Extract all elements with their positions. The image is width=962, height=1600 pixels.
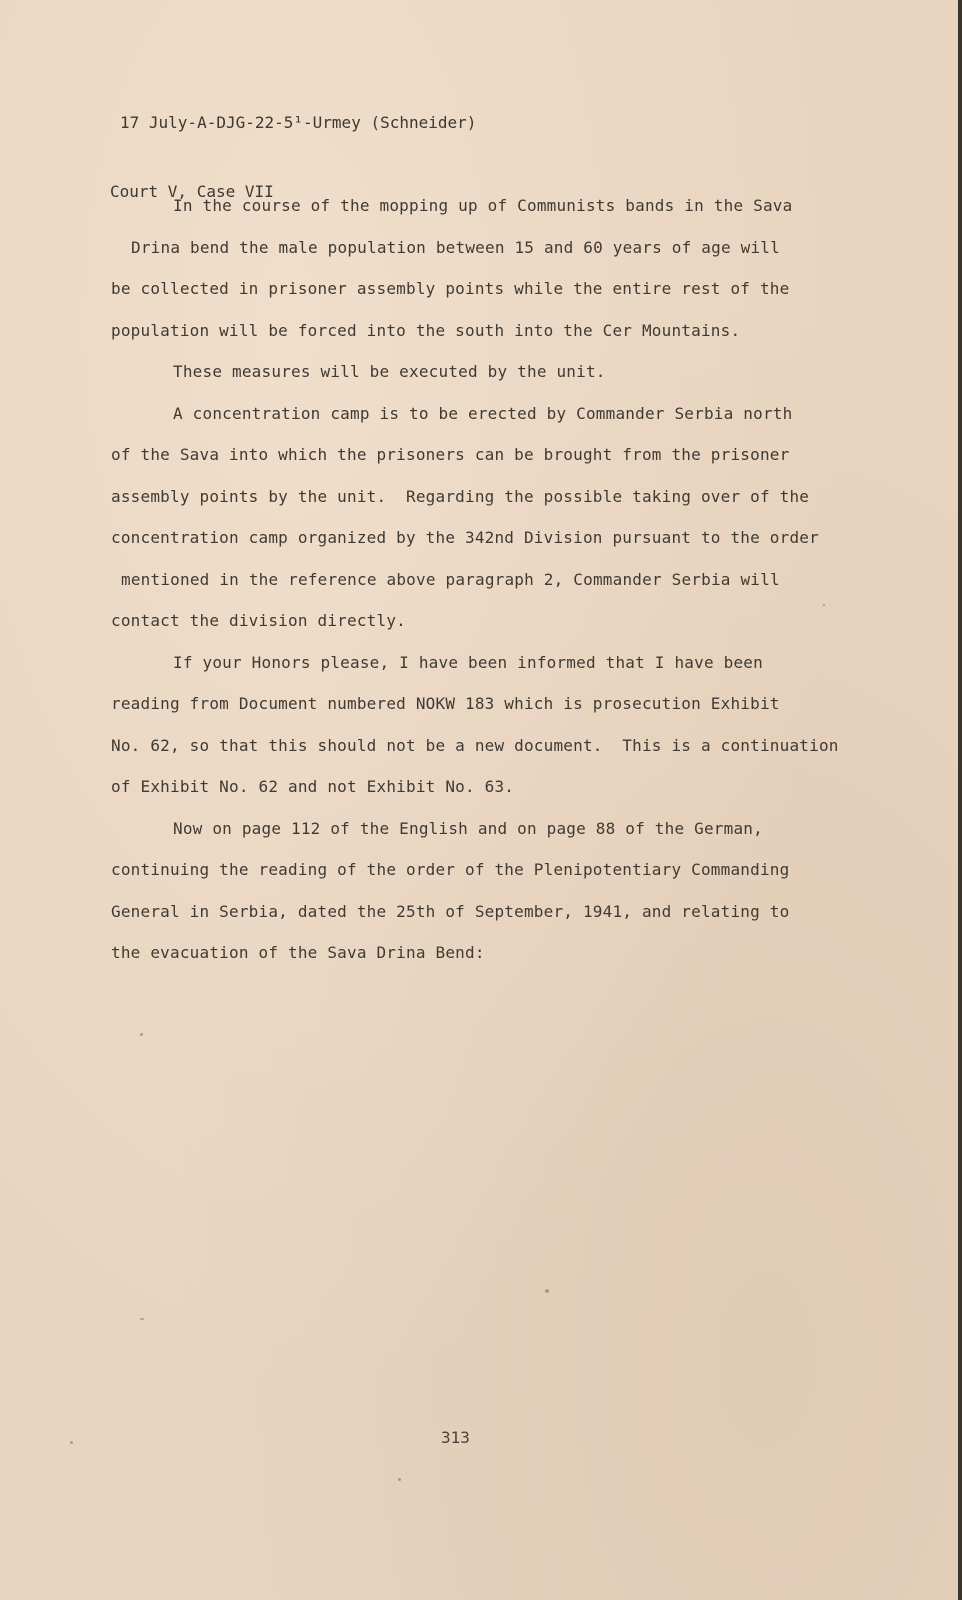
- paper-speck: [140, 1318, 144, 1320]
- paper-speck: [545, 1289, 549, 1293]
- transcript-body: [111, 185, 901, 974]
- transcript-line: Drina bend the male population between 15 and 60 years of age will: [131, 237, 780, 257]
- transcript-line: assembly points by the unit. Regarding the possible taking over of the: [111, 486, 810, 506]
- header-reference-line: 17 July-A-DJG-22-5¹-Urmey (Schneider): [120, 113, 477, 132]
- paper-speck: [70, 1441, 73, 1444]
- transcript-line: If your Honors please, I have been informed that I have been: [173, 652, 763, 672]
- transcript-line: General in Serbia, dated the 25th of September, 1941, and relating to: [111, 901, 790, 921]
- paper-speck: [140, 1033, 143, 1036]
- transcript-line: contact the division directly.: [111, 611, 406, 630]
- transcript-line: Now on page 112 of the English and on page 88 of the German,: [173, 818, 763, 838]
- transcript-line: A concentration camp is to be erected by Commander Serbia north: [173, 403, 793, 423]
- header-court-line: Court V, Case VII: [110, 182, 274, 201]
- transcript-line: of the Sava into which the prisoners can be brought from the prisoner: [111, 445, 790, 464]
- transcript-line: concentration camp organized by the 342nd Division pursuant to the order: [111, 528, 819, 547]
- transcript-line: of Exhibit No. 62 and not Exhibit No. 63.: [111, 777, 515, 796]
- transcript-line: No. 62, so that this should not be a new document. This is a continuation: [111, 735, 839, 755]
- transcript-line: the evacuation of the Sava Drina Bend:: [111, 943, 485, 962]
- page-number: 313: [441, 1428, 470, 1447]
- transcript-line: be collected in prisoner assembly points while the entire rest of the: [111, 279, 790, 298]
- transcript-line: population will be forced into the south into the Cer Mountains.: [111, 320, 741, 340]
- transcript-line: In the course of the mopping up of Communists bands in the Sava: [173, 196, 793, 215]
- transcript-line: mentioned in the reference above paragraph 2, Commander Serbia will: [121, 569, 780, 589]
- transcript-line: reading from Document numbered NOKW 183 which is prosecution Exhibit: [111, 694, 780, 713]
- paper-speck: [398, 1478, 401, 1481]
- transcript-line: These measures will be executed by the unit.: [173, 362, 606, 381]
- transcript-line: continuing the reading of the order of the Plenipotentiary Commanding: [111, 860, 790, 879]
- paper-speck: [823, 604, 825, 606]
